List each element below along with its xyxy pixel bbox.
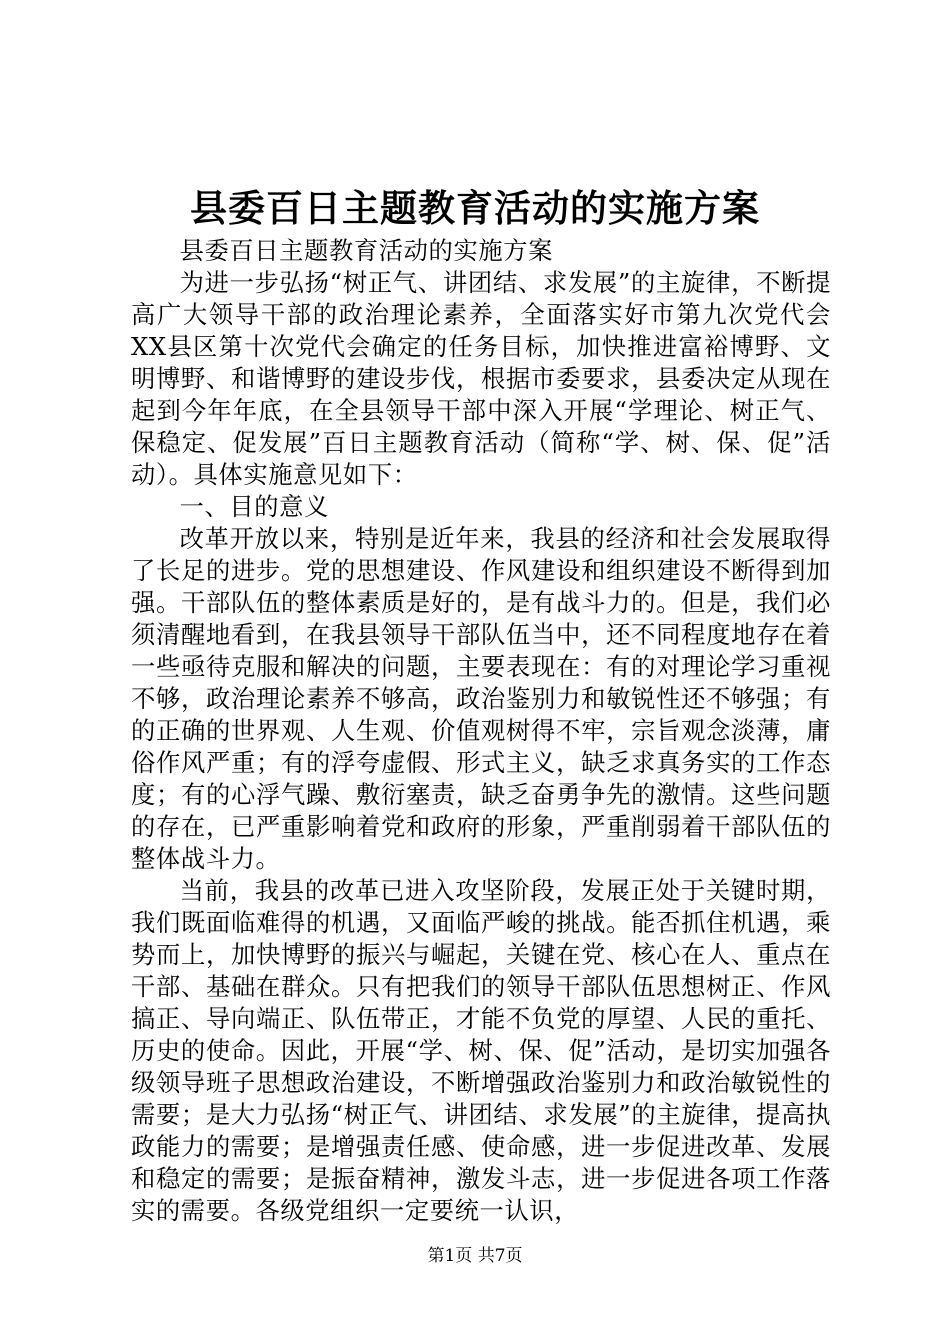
intro-paragraph: 为进一步弘扬“树正气、讲团结、求发展”的主旋律，不断提高广大领导干部的政治理论素养，全面落实好市第九次党代会XX县区第十次党代会确定的任务目标，加快推进富裕博野、文明博野、和谐博野的建设步伐，根据市委要求，县委决定从现在起到今年年底，在全县领导干部中深入开展“学理论、树正气、保稳定、促发展”百日主题教育活动（简称“学、树、保、促”活动）。具体实施意见如下： [131, 268, 831, 489]
document-body [131, 235, 831, 1227]
body-paragraph: 当前，我县的改革已进入攻坚阶段，发展正处于关键时期，我们既面临难得的机遇，又面临严峻的挑战。能否抓住机遇，乘势而上，加快博野的振兴与崛起，关键在党、核心在人、重点在干部、基础在群众。只有把我们的领导干部队伍思想树正、作风搞正、导向端正、队伍带正，才能不负党的厚望、人民的重托、历史的使命。因此，开展“学、树、保、促”活动，是切实加强各级领导班子思想政治建设，不断增强政治鉴别力和政治敏锐性的需要；是大力弘扬“树正气、讲团结、求发展”的主旋律，提高执政能力的需要；是增强责任感、使命感，进一步促进改革、发展和稳定的需要；是振奋精神，激发斗志，进一步促进各项工作落实的需要。各级党组织一定要统一认识， [131, 876, 831, 1225]
subtitle-paragraph: 县委百日主题教育活动的实施方案 [179, 236, 554, 265]
page-number-footer: 第1页 共7页 [427, 1246, 523, 1266]
section-heading: 一、目的意义 [179, 492, 329, 521]
document-title: 县委百日主题教育活动的实施方案 [190, 186, 760, 230]
body-paragraph: 改革开放以来，特别是近年来，我县的经济和社会发展取得了长足的进步。党的思想建设、作风建设和组织建设不断得到加强。干部队伍的整体素质是好的，是有战斗力的。但是，我们必须清醒地看到，在我县领导干部队伍当中，还不同程度地存在着一些亟待克服和解决的问题，主要表现在：有的对理论学习重视不够，政治理论素养不够高，政治鉴别力和敏锐性还不够强；有的正确的世界观、人生观、价值观树得不牢，宗旨观念淡薄，庸俗作风严重；有的浮夸虚假、形式主义，缺乏求真务实的工作态度；有的心浮气躁、敷衍塞责，缺乏奋勇争先的激情。这些问题的存在，已严重影响着党和政府的形象，严重削弱着干部队伍的整体战斗力。 [131, 524, 831, 873]
